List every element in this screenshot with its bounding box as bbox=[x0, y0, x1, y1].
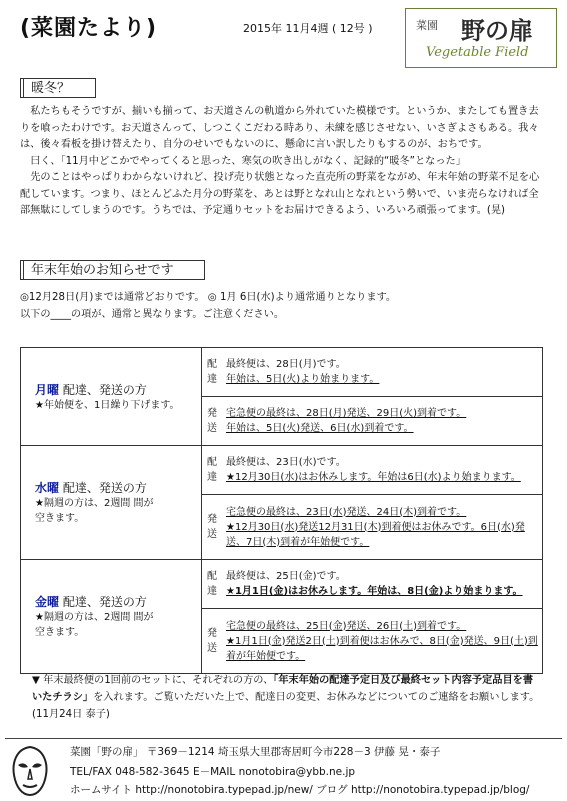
detail-line: 宅急便の最終は、23日(水)発送、24日(木)到着です。 bbox=[226, 506, 467, 518]
detail-line: 年始は、5日(火)より始まります。 bbox=[226, 374, 380, 385]
section-heading-dantou bbox=[20, 78, 96, 98]
section-heading-text: 年末年始のお知らせです bbox=[31, 263, 174, 278]
haitatsu-detail bbox=[222, 446, 543, 495]
essay-paragraph-2: 曰く、「11月中どこかでやってくると思った、寒気の吹き出しがなく、記録的“暖冬”となった」 bbox=[30, 155, 466, 167]
hassou-label: 発 送 bbox=[202, 609, 223, 674]
closing-text-1: ▼ 年末最終便の1回前のセットに、それぞれの方の、 bbox=[32, 675, 274, 686]
detail-line: 最終便は、25日(金)です。 bbox=[226, 571, 346, 582]
haitatsu-label: 配 達 bbox=[202, 348, 223, 397]
day-title: 配達、発送の方 bbox=[59, 595, 147, 609]
day-cell-friday bbox=[21, 560, 202, 674]
closing-text-3: を入れます。ご覧いただいた上で、配達日の変更、お休みなどについてのご連絡をお願いします。(11月24日 泰子) bbox=[32, 692, 540, 720]
closing-text-bold: 「年末年始の配達予定日及び最終セット内容予定品目を書いたチラシ」 bbox=[32, 675, 534, 703]
schedule-table bbox=[20, 347, 543, 674]
footer-divider bbox=[5, 738, 562, 739]
notice-line-2: 以下の____の項が、通常と異なります。ご注意ください。 bbox=[20, 308, 285, 320]
notice-lines bbox=[20, 290, 548, 323]
detail-line: 宅急便の最終は、25日(金)発送、26日(土)到着です。 bbox=[226, 620, 467, 632]
footer-contact: TEL/FAX 048-582-3645 E－MAIL nonotobira@ybb.ne.jp bbox=[70, 766, 356, 778]
haitatsu-detail bbox=[222, 348, 543, 397]
hassou-label: 発 送 bbox=[202, 397, 223, 446]
essay-body bbox=[20, 104, 548, 220]
detail-line: ★12月30日(水)発送12月31日(木)到着便はお休みです。6日(水)発送、7日(木)到着が年始便です。 bbox=[226, 521, 525, 548]
newsletter-title-text: (菜園たより) bbox=[20, 16, 158, 41]
logo-small-text: 菜園 bbox=[416, 19, 438, 32]
issue-info: 2015年 11月4週 ( 12号 ) bbox=[243, 22, 373, 35]
logo bbox=[405, 8, 557, 68]
detail-line: 最終便は、23日(水)です。 bbox=[226, 457, 346, 468]
table-row bbox=[21, 560, 543, 609]
section-heading-text: 暖冬？ bbox=[31, 81, 71, 96]
haitatsu-detail bbox=[222, 560, 543, 609]
essay-paragraph-1: 私たちもそうですが、揃いも揃って、お天道さんの軌道から外れていた模様です。というか、またしても置き去りを喰ったわけです。お天道さんって、しつこくこだわる時あり、未練を感じさせない、いさぎよさもある。我々は、後々看板を掛け替えたり、自分のせいでもないのに、懸命に言い訳したりもするのが、おちです。 bbox=[20, 106, 539, 150]
logo-english-text: Vegetable Field bbox=[426, 45, 529, 60]
day-note: ★隔週の方は、2週間 間が空きます。 bbox=[35, 612, 154, 638]
hassou-detail bbox=[222, 495, 543, 560]
haitatsu-label: 配 達 bbox=[202, 560, 223, 609]
day-name: 月曜 bbox=[35, 382, 60, 397]
day-title: 配達、発送の方 bbox=[59, 481, 147, 495]
detail-line: ★12月30日(水)はお休みします。年始は6日(水)より始まります。 bbox=[226, 472, 521, 483]
hassou-detail bbox=[222, 397, 543, 446]
detail-line: ★1月1日(金)発送2日(土)到着便はお休みで、8日(金)発送、9日(土)到着が年始便です。 bbox=[226, 635, 538, 662]
detail-line: 年始は、5日(火)発送、6日(水)到着です。 bbox=[226, 423, 414, 434]
day-note: ★隔週の方は、2週間 間が空きます。 bbox=[35, 498, 154, 524]
table-row bbox=[21, 446, 543, 495]
notice-line-1: ◎12月28日(月)までは通常どおりです。 ◎ 1月 6日(水)より通常通りとなります。 bbox=[20, 292, 397, 303]
footer-websites: ホームサイト http://nonotobira.typepad.jp/new/ ブログ http://nonotobira.typepad.jp/blog/ bbox=[70, 784, 530, 796]
logo-big-text: 野の扉 bbox=[461, 16, 533, 45]
day-name: 金曜 bbox=[35, 595, 60, 609]
essay-paragraph-3: 先のことはやっぱりわからないけれど、投げ売り状態となった直売所の野菜をながめ、年末年始の野菜不足を心配しています。つまり、ほとんどふた月分の野菜を、あとは野となれ山となれという勢いで、いま売らなければ全部無駄にしてしまうのです。うちでは、予定通りセットをお届けできるよう、いろいろ頑張ってます。(晃) bbox=[20, 172, 540, 216]
hassou-detail bbox=[222, 609, 543, 674]
footer-address: 菜園「野の扉」 〒369－1214 埼玉県大里郡寄居町今市228－3 伊藤 晃・泰子 bbox=[70, 746, 441, 758]
mask-logo-icon bbox=[8, 745, 52, 797]
newsletter-title bbox=[20, 12, 220, 46]
day-cell-monday bbox=[21, 348, 202, 446]
day-title: 配達、発送の方 bbox=[59, 382, 147, 397]
day-name: 水曜 bbox=[35, 481, 60, 495]
haitatsu-label: 配 達 bbox=[202, 446, 223, 495]
day-note: ★年始便を、1日繰り下げます。 bbox=[35, 399, 180, 411]
table-row bbox=[21, 348, 543, 397]
detail-line: 宅急便の最終は、28日(月)発送、29日(火)到着です。 bbox=[226, 408, 467, 419]
detail-line: ★1月1日(金)はお休みします。年始は、8日(金)より始まります。 bbox=[226, 586, 523, 597]
section-heading-nenmatsu bbox=[20, 260, 205, 280]
detail-line: 最終便は、28日(月)です。 bbox=[226, 359, 346, 370]
hassou-label: 発 送 bbox=[202, 495, 223, 560]
closing-note bbox=[32, 672, 542, 723]
day-cell-wednesday bbox=[21, 446, 202, 560]
